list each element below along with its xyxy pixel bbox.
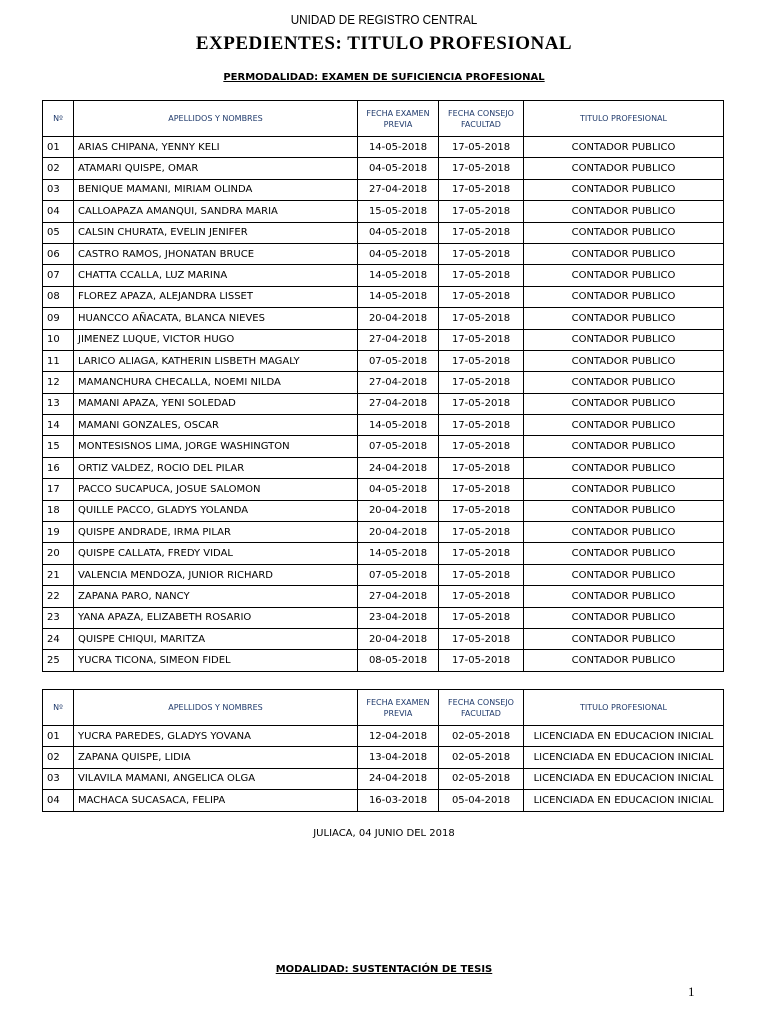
row-title: LICENCIADA EN EDUCACION INICIAL xyxy=(524,790,724,811)
row-name: ZAPANA QUISPE, LIDIA xyxy=(74,747,358,768)
row-council-date: 17-05-2018 xyxy=(439,372,524,393)
row-title: CONTADOR PUBLICO xyxy=(524,179,724,200)
unit-header: UNIDAD DE REGISTRO CENTRAL xyxy=(290,12,478,27)
row-council-date: 17-05-2018 xyxy=(439,479,524,500)
table-2-body xyxy=(43,726,724,812)
row-number: 24 xyxy=(43,628,74,649)
row-name: MAMANI APAZA, YENI SOLEDAD xyxy=(74,393,358,414)
row-title: CONTADOR PUBLICO xyxy=(524,415,724,436)
row-number: 10 xyxy=(43,329,74,350)
records-table-1 xyxy=(42,100,724,672)
row-title: CONTADOR PUBLICO xyxy=(524,201,724,222)
col-council-date-header: FECHA CONSEJO FACULTAD xyxy=(439,690,524,726)
row-council-date: 17-05-2018 xyxy=(439,158,524,179)
row-number: 21 xyxy=(43,564,74,585)
row-exam-date: 14-05-2018 xyxy=(358,265,439,286)
table-row xyxy=(43,350,724,371)
table-row xyxy=(43,607,724,628)
row-number: 20 xyxy=(43,543,74,564)
row-title: CONTADOR PUBLICO xyxy=(524,286,724,307)
row-exam-date: 27-04-2018 xyxy=(358,586,439,607)
row-name: ZAPANA PARO, NANCY xyxy=(74,586,358,607)
row-title: CONTADOR PUBLICO xyxy=(524,500,724,521)
table-row xyxy=(43,329,724,350)
row-number: 23 xyxy=(43,607,74,628)
row-title: CONTADOR PUBLICO xyxy=(524,543,724,564)
row-council-date: 17-05-2018 xyxy=(439,650,524,671)
row-number: 11 xyxy=(43,350,74,371)
signature-date: JULIACA, 04 JUNIO DEL 2018 xyxy=(313,828,455,839)
col-number-header: Nº xyxy=(43,101,74,137)
col-title-header: TITULO PROFESIONAL xyxy=(524,101,724,137)
table-row xyxy=(43,522,724,543)
table-row xyxy=(43,137,724,158)
row-name: MAMANI GONZALES, OSCAR xyxy=(74,415,358,436)
row-title: CONTADOR PUBLICO xyxy=(524,564,724,585)
row-exam-date: 04-05-2018 xyxy=(358,479,439,500)
row-number: 12 xyxy=(43,372,74,393)
row-number: 18 xyxy=(43,500,74,521)
row-exam-date: 14-05-2018 xyxy=(358,543,439,564)
row-exam-date: 04-05-2018 xyxy=(358,243,439,264)
table-row xyxy=(43,564,724,585)
row-title: CONTADOR PUBLICO xyxy=(524,479,724,500)
row-exam-date: 04-05-2018 xyxy=(358,222,439,243)
row-number: 04 xyxy=(43,201,74,222)
row-exam-date: 15-05-2018 xyxy=(358,201,439,222)
row-name: ARIAS CHIPANA, YENNY KELI xyxy=(74,137,358,158)
row-exam-date: 24-04-2018 xyxy=(358,768,439,789)
table-row xyxy=(43,308,724,329)
table-row xyxy=(43,543,724,564)
table-row xyxy=(43,265,724,286)
row-council-date: 17-05-2018 xyxy=(439,308,524,329)
row-number: 03 xyxy=(43,768,74,789)
row-council-date: 17-05-2018 xyxy=(439,222,524,243)
row-exam-date: 20-04-2018 xyxy=(358,522,439,543)
row-council-date: 17-05-2018 xyxy=(439,607,524,628)
row-title: CONTADOR PUBLICO xyxy=(524,522,724,543)
row-title: LICENCIADA EN EDUCACION INICIAL xyxy=(524,747,724,768)
row-name: MACHACA SUCASACA, FELIPA xyxy=(74,790,358,811)
row-exam-date: 27-04-2018 xyxy=(358,329,439,350)
row-exam-date: 14-05-2018 xyxy=(358,137,439,158)
row-council-date: 17-05-2018 xyxy=(439,628,524,649)
row-exam-date: 20-04-2018 xyxy=(358,500,439,521)
row-name: PACCO SUCAPUCA, JOSUE SALOMON xyxy=(74,479,358,500)
table-header-row xyxy=(43,690,724,726)
table-row xyxy=(43,158,724,179)
row-name: BENIQUE MAMANI, MIRIAM OLINDA xyxy=(74,179,358,200)
row-name: JIMENEZ LUQUE, VICTOR HUGO xyxy=(74,329,358,350)
table-row xyxy=(43,586,724,607)
row-title: LICENCIADA EN EDUCACION INICIAL xyxy=(524,768,724,789)
row-name: CASTRO RAMOS, JHONATAN BRUCE xyxy=(74,243,358,264)
row-title: CONTADOR PUBLICO xyxy=(524,329,724,350)
row-title: CONTADOR PUBLICO xyxy=(524,393,724,414)
row-exam-date: 27-04-2018 xyxy=(358,179,439,200)
section-2-heading: MODALIDAD: SUSTENTACIÓN DE TESIS xyxy=(275,964,493,975)
row-name: CHATTA CCALLA, LUZ MARINA xyxy=(74,265,358,286)
row-number: 04 xyxy=(43,790,74,811)
row-title: CONTADOR PUBLICO xyxy=(524,243,724,264)
row-exam-date: 27-04-2018 xyxy=(358,393,439,414)
row-title: CONTADOR PUBLICO xyxy=(524,350,724,371)
page-number: 1 xyxy=(688,984,695,999)
row-council-date: 17-05-2018 xyxy=(439,243,524,264)
row-name: HUANCCO AÑACATA, BLANCA NIEVES xyxy=(74,308,358,329)
row-council-date: 17-05-2018 xyxy=(439,350,524,371)
row-number: 22 xyxy=(43,586,74,607)
table-row xyxy=(43,436,724,457)
row-exam-date: 08-05-2018 xyxy=(358,650,439,671)
table-row xyxy=(43,479,724,500)
row-title: CONTADOR PUBLICO xyxy=(524,586,724,607)
table-row xyxy=(43,726,724,747)
row-name: VILAVILA MAMANI, ANGELICA OLGA xyxy=(74,768,358,789)
row-exam-date: 24-04-2018 xyxy=(358,457,439,478)
row-title: LICENCIADA EN EDUCACION INICIAL xyxy=(524,726,724,747)
row-number: 19 xyxy=(43,522,74,543)
row-exam-date: 27-04-2018 xyxy=(358,372,439,393)
row-name: YANA APAZA, ELIZABETH ROSARIO xyxy=(74,607,358,628)
row-name: CALLOAPAZA AMANQUI, SANDRA MARIA xyxy=(74,201,358,222)
table-1-body xyxy=(43,137,724,672)
col-name-header: APELLIDOS Y NOMBRES xyxy=(74,101,358,137)
row-council-date: 17-05-2018 xyxy=(439,179,524,200)
row-number: 07 xyxy=(43,265,74,286)
row-council-date: 02-05-2018 xyxy=(439,768,524,789)
col-council-date-header: FECHA CONSEJO FACULTAD xyxy=(439,101,524,137)
row-council-date: 17-05-2018 xyxy=(439,286,524,307)
col-exam-date-header: FECHA EXAMEN PREVIA xyxy=(358,101,439,137)
records-table-2 xyxy=(42,689,724,812)
row-council-date: 17-05-2018 xyxy=(439,415,524,436)
table-row xyxy=(43,628,724,649)
row-name: QUISPE CALLATA, FREDY VIDAL xyxy=(74,543,358,564)
modality-subtitle: PERMODALIDAD: EXAMEN DE SUFICIENCIA PROFESIONAL xyxy=(223,72,545,83)
row-name: CALSIN CHURATA, EVELIN JENIFER xyxy=(74,222,358,243)
row-council-date: 05-04-2018 xyxy=(439,790,524,811)
table-row xyxy=(43,179,724,200)
row-exam-date: 07-05-2018 xyxy=(358,436,439,457)
table-row xyxy=(43,768,724,789)
row-exam-date: 07-05-2018 xyxy=(358,564,439,585)
row-title: CONTADOR PUBLICO xyxy=(524,372,724,393)
row-name: QUISPE CHIQUI, MARITZA xyxy=(74,628,358,649)
row-name: QUISPE ANDRADE, IRMA PILAR xyxy=(74,522,358,543)
row-number: 03 xyxy=(43,179,74,200)
row-name: MONTESISNOS LIMA, JORGE WASHINGTON xyxy=(74,436,358,457)
row-council-date: 02-05-2018 xyxy=(439,726,524,747)
row-council-date: 17-05-2018 xyxy=(439,436,524,457)
row-exam-date: 07-05-2018 xyxy=(358,350,439,371)
row-title: CONTADOR PUBLICO xyxy=(524,308,724,329)
row-name: ATAMARI QUISPE, OMAR xyxy=(74,158,358,179)
table-row xyxy=(43,372,724,393)
row-title: CONTADOR PUBLICO xyxy=(524,265,724,286)
col-exam-date-header: FECHA EXAMEN PREVIA xyxy=(358,690,439,726)
row-number: 08 xyxy=(43,286,74,307)
row-council-date: 02-05-2018 xyxy=(439,747,524,768)
row-council-date: 17-05-2018 xyxy=(439,457,524,478)
row-number: 15 xyxy=(43,436,74,457)
row-number: 25 xyxy=(43,650,74,671)
row-council-date: 17-05-2018 xyxy=(439,137,524,158)
row-title: CONTADOR PUBLICO xyxy=(524,607,724,628)
page-title: EXPEDIENTES: TITULO PROFESIONAL xyxy=(195,33,573,54)
row-exam-date: 16-03-2018 xyxy=(358,790,439,811)
row-number: 09 xyxy=(43,308,74,329)
col-title-header: TITULO PROFESIONAL xyxy=(524,690,724,726)
row-number: 02 xyxy=(43,158,74,179)
row-name: QUILLE PACCO, GLADYS YOLANDA xyxy=(74,500,358,521)
col-number-header: Nº xyxy=(43,690,74,726)
row-exam-date: 12-04-2018 xyxy=(358,726,439,747)
row-title: CONTADOR PUBLICO xyxy=(524,222,724,243)
table-row xyxy=(43,393,724,414)
row-number: 16 xyxy=(43,457,74,478)
table-header-row xyxy=(43,101,724,137)
row-exam-date: 04-05-2018 xyxy=(358,158,439,179)
table-row xyxy=(43,500,724,521)
row-number: 14 xyxy=(43,415,74,436)
table-row xyxy=(43,650,724,671)
row-name: ORTIZ VALDEZ, ROCIO DEL PILAR xyxy=(74,457,358,478)
row-council-date: 17-05-2018 xyxy=(439,522,524,543)
row-number: 06 xyxy=(43,243,74,264)
row-title: CONTADOR PUBLICO xyxy=(524,457,724,478)
table-row xyxy=(43,415,724,436)
row-council-date: 17-05-2018 xyxy=(439,201,524,222)
row-number: 13 xyxy=(43,393,74,414)
row-title: CONTADOR PUBLICO xyxy=(524,436,724,457)
row-title: CONTADOR PUBLICO xyxy=(524,628,724,649)
row-number: 01 xyxy=(43,137,74,158)
table-row xyxy=(43,457,724,478)
row-number: 02 xyxy=(43,747,74,768)
row-exam-date: 13-04-2018 xyxy=(358,747,439,768)
row-council-date: 17-05-2018 xyxy=(439,500,524,521)
row-council-date: 17-05-2018 xyxy=(439,543,524,564)
row-number: 01 xyxy=(43,726,74,747)
row-title: CONTADOR PUBLICO xyxy=(524,137,724,158)
row-council-date: 17-05-2018 xyxy=(439,564,524,585)
row-exam-date: 20-04-2018 xyxy=(358,308,439,329)
table-row xyxy=(43,243,724,264)
row-name: VALENCIA MENDOZA, JUNIOR RICHARD xyxy=(74,564,358,585)
row-name: FLOREZ APAZA, ALEJANDRA LISSET xyxy=(74,286,358,307)
row-name: MAMANCHURA CHECALLA, NOEMI NILDA xyxy=(74,372,358,393)
row-exam-date: 14-05-2018 xyxy=(358,415,439,436)
row-name: YUCRA TICONA, SIMEON FIDEL xyxy=(74,650,358,671)
row-title: CONTADOR PUBLICO xyxy=(524,650,724,671)
row-number: 05 xyxy=(43,222,74,243)
row-exam-date: 20-04-2018 xyxy=(358,628,439,649)
row-council-date: 17-05-2018 xyxy=(439,393,524,414)
row-exam-date: 14-05-2018 xyxy=(358,286,439,307)
row-council-date: 17-05-2018 xyxy=(439,265,524,286)
row-number: 17 xyxy=(43,479,74,500)
table-row xyxy=(43,286,724,307)
table-row xyxy=(43,790,724,811)
row-council-date: 17-05-2018 xyxy=(439,329,524,350)
row-exam-date: 23-04-2018 xyxy=(358,607,439,628)
table-row xyxy=(43,222,724,243)
row-council-date: 17-05-2018 xyxy=(439,586,524,607)
table-row xyxy=(43,201,724,222)
row-title: CONTADOR PUBLICO xyxy=(524,158,724,179)
row-name: LARICO ALIAGA, KATHERIN LISBETH MAGALY xyxy=(74,350,358,371)
table-row xyxy=(43,747,724,768)
row-name: YUCRA PAREDES, GLADYS YOVANA xyxy=(74,726,358,747)
col-name-header: APELLIDOS Y NOMBRES xyxy=(74,690,358,726)
